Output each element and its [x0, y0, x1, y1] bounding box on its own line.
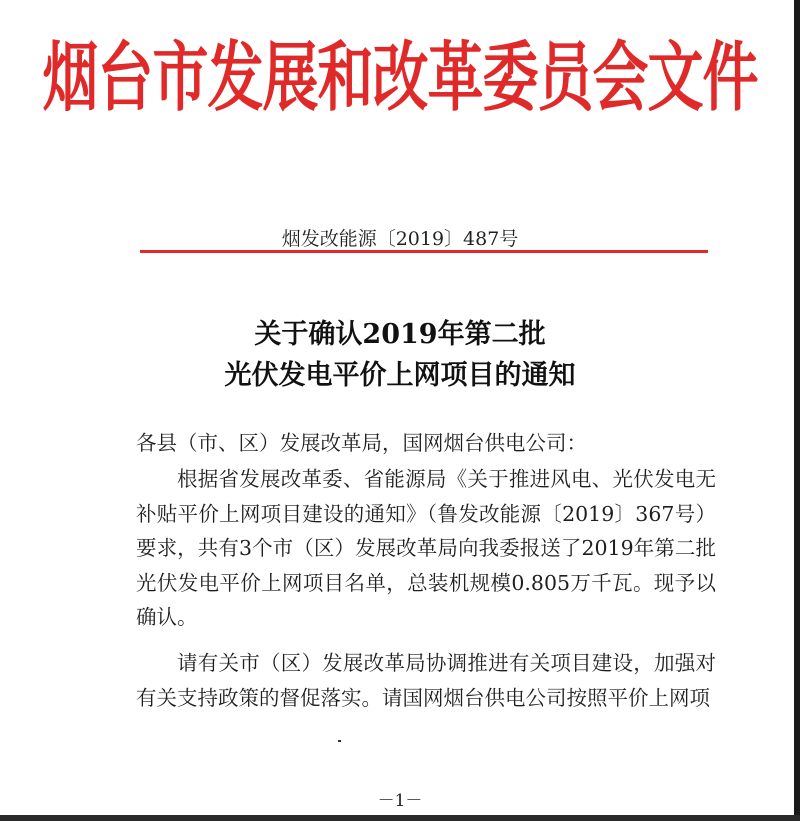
document-number: 烟发改能源〔2019〕487号 [281, 228, 519, 250]
scan-edge-right [794, 0, 800, 821]
document-title-line-1: 关于确认2019年第二批 [254, 319, 546, 350]
scan-speck [338, 740, 341, 742]
page-number: －1－ [377, 791, 423, 811]
scan-edge-bottom [0, 815, 800, 821]
body-paragraph-1: 根据省发展改革委、省能源局《关于推进风电、光伏发电无补贴平价上网项目建设的通知》（鲁发改能源〔2019〕367号）要求，共有3个市（区）发展改革局向我委报送了2019年第二批光伏发电平价上网项目名单，总装机规模0.805万千瓦。现予以确认。 [136, 467, 716, 629]
document-title-line-2: 光伏发电平价上网项目的通知 [224, 360, 576, 391]
body-paragraph-2: 请有关市（区）发展改革局协调推进有关项目建设，加强对有关支持政策的督促落实。请国网烟台供电公司按照平价上网项 [136, 651, 716, 710]
salutation: 各县（市、区）发展改革局，国网烟台供电公司： [136, 431, 587, 455]
document-header: 烟台市发展和改革委员会文件 [42, 33, 758, 123]
red-divider-line [140, 250, 708, 253]
